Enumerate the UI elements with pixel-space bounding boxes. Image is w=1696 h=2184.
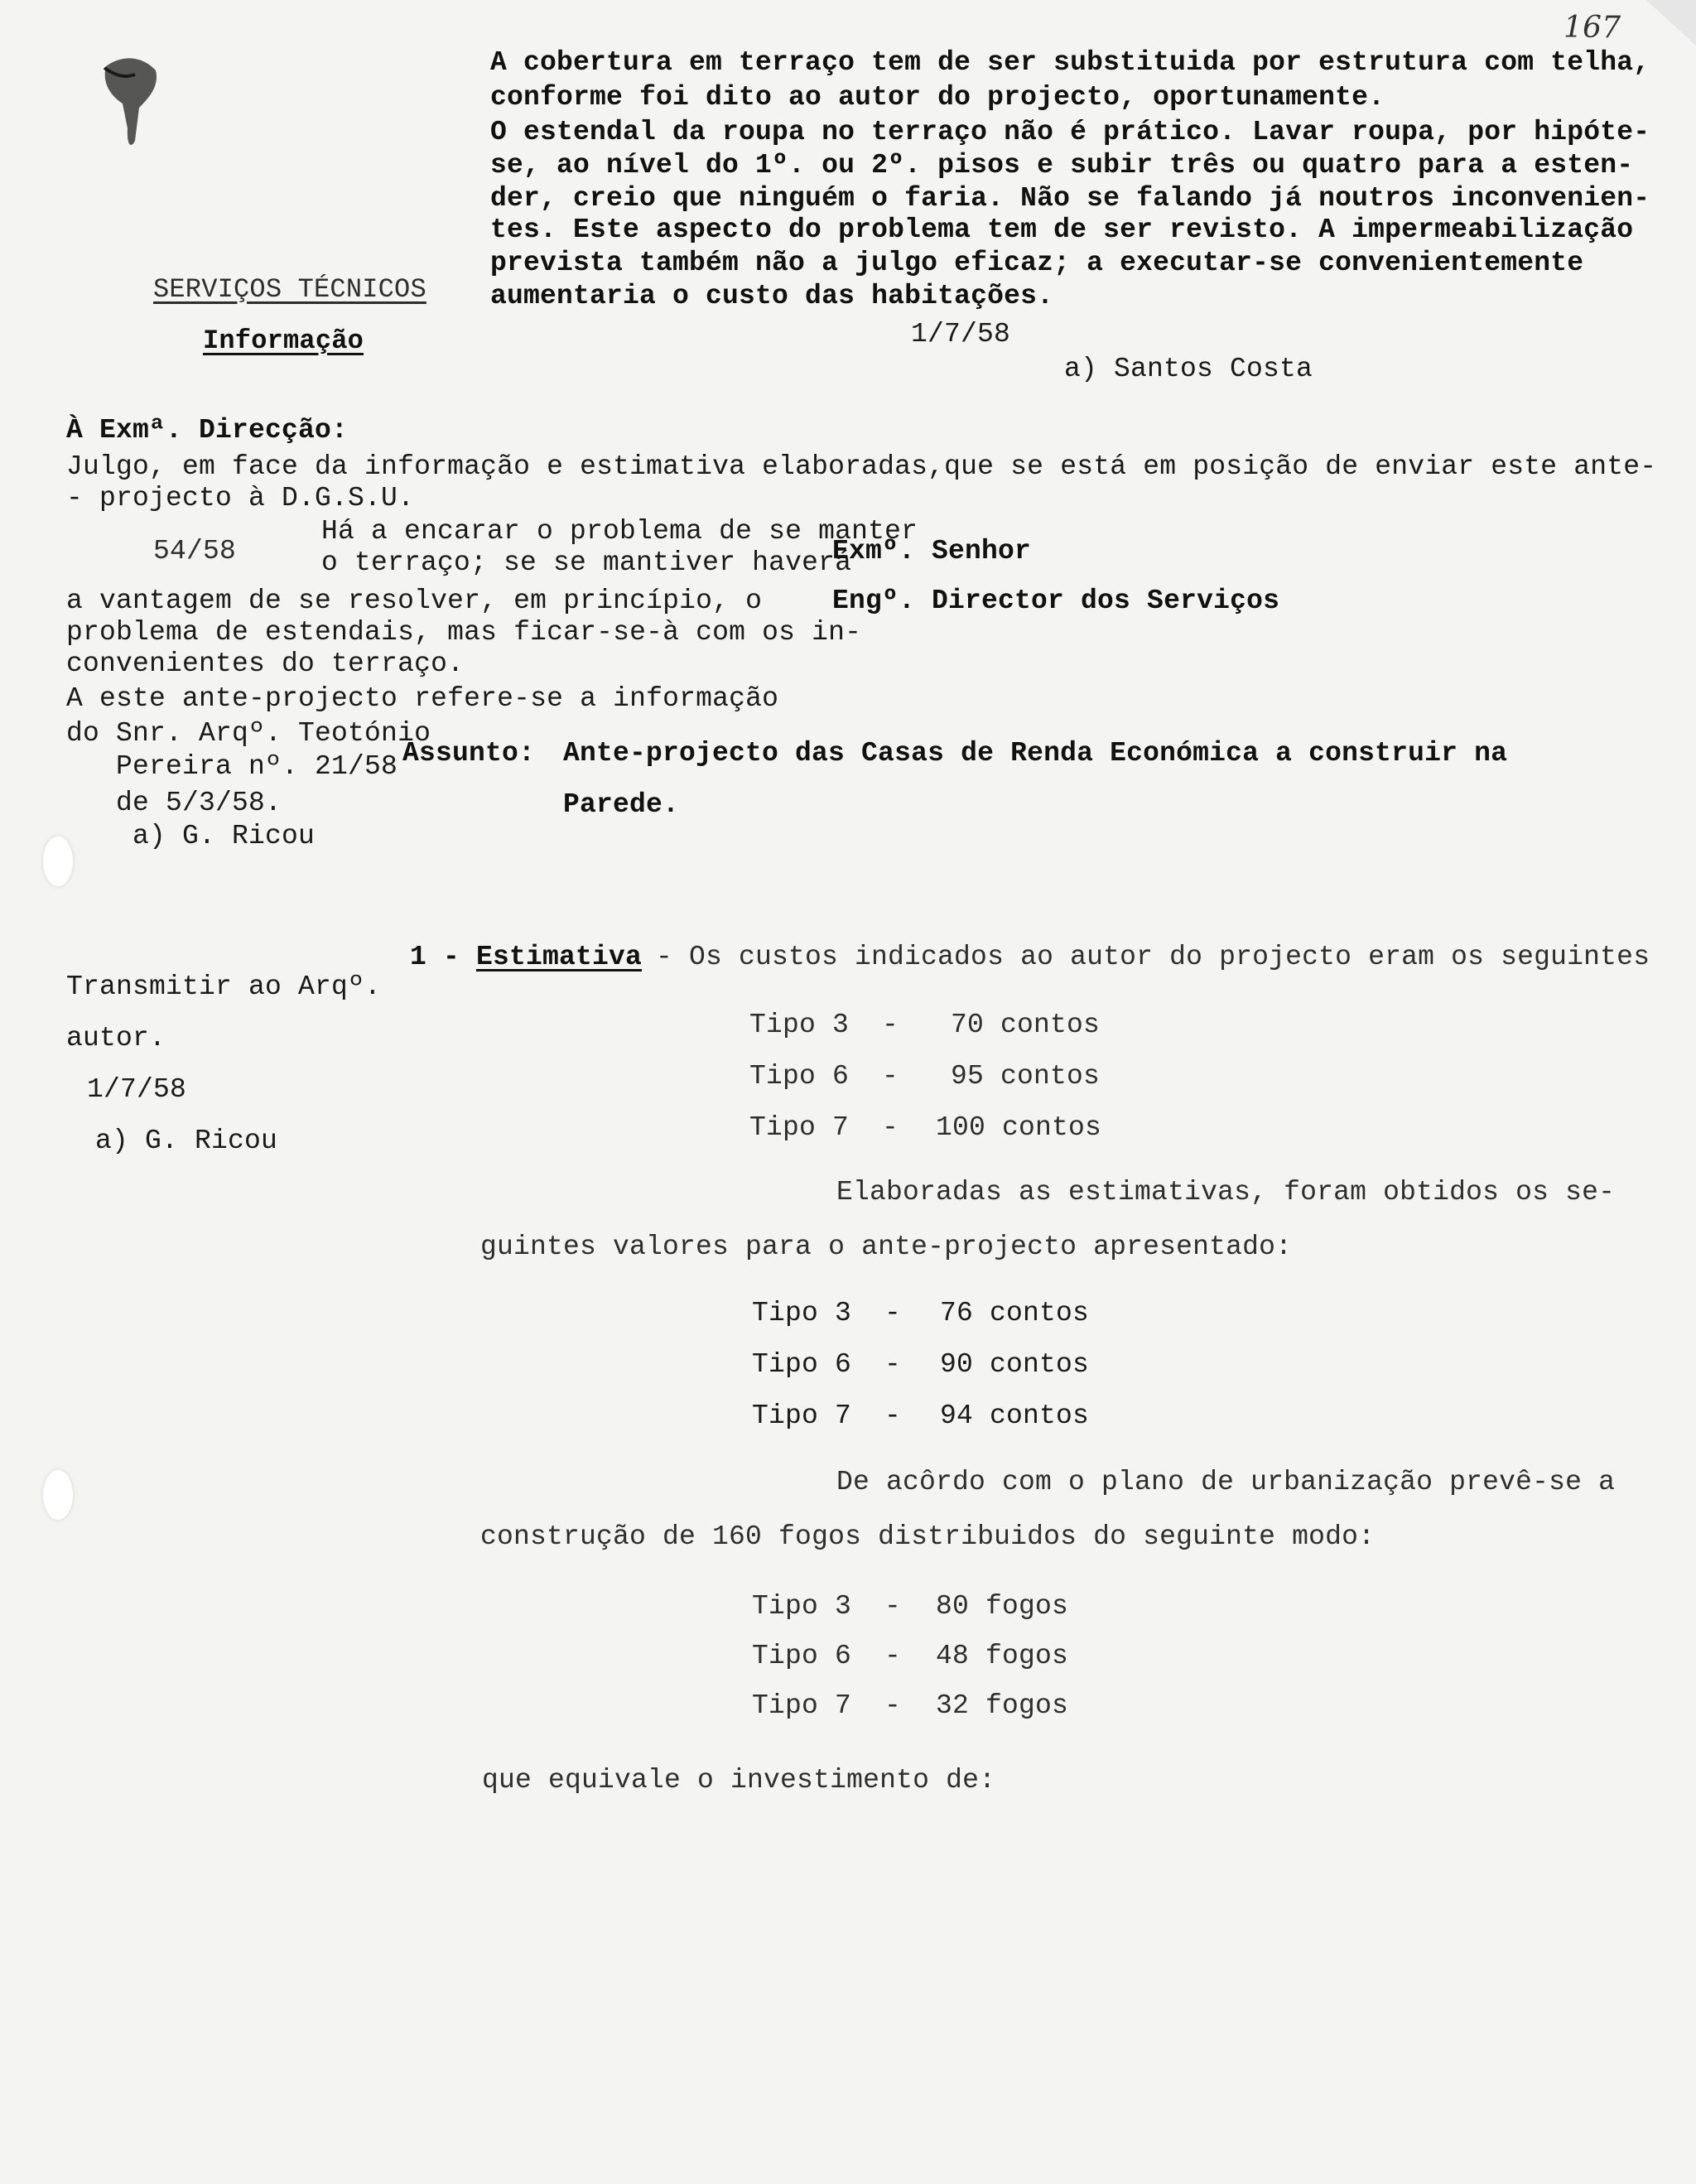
fogos-value: 48 fogos — [936, 1641, 1069, 1671]
side-note-line: Transmitir ao Arqº. — [66, 971, 382, 1002]
direccao-line: Julgo, em face da informação e estimativa elaboradas,que se está em posição de enviar este ante- — [66, 451, 1657, 482]
paragraph-line: prevista também não a julgo eficaz; a executar-se convenientemente — [490, 248, 1584, 278]
closing-line: que equivale o investimento de: — [482, 1765, 996, 1796]
fogos-dash: - — [884, 1591, 902, 1622]
cost-value: 95 contos — [951, 1061, 1101, 1092]
salutation: Exmº. Senhor — [832, 536, 1032, 566]
note-line: de 5/3/58. — [116, 788, 282, 818]
addressee: À Exmª. Direcção: — [66, 415, 349, 446]
assunto-text: Parede. — [563, 789, 680, 820]
estimates-line: Elaboradas as estimativas, foram obtidos os se- — [836, 1177, 1616, 1208]
note-line: a vantagem de se resolver, em princípio, o — [66, 586, 763, 616]
cost-dash: - — [884, 1401, 902, 1431]
note-line: A este ante-projecto refere-se a informação — [66, 683, 779, 714]
section-intro: - Os custos indicados ao autor do projecto eram os seguintes — [656, 942, 1650, 972]
note-line: Pereira nº. 21/58 — [116, 751, 398, 782]
cost-tipo: Tipo 3 — [752, 1298, 852, 1328]
cost-dash: - — [882, 1112, 899, 1143]
cost-tipo: Tipo 7 — [749, 1112, 850, 1143]
estimates-line: guintes valores para o ante-projecto apresentado: — [480, 1232, 1293, 1262]
note-line: do Snr. Arqº. Teotónio — [66, 718, 431, 749]
salutation: Engº. Director dos Serviços — [832, 586, 1280, 616]
department-heading: SERVIÇOS TÉCNICOS — [153, 274, 426, 305]
paragraph-line: A cobertura em terraço tem de ser substituida por estrutura com telha, — [490, 47, 1650, 78]
cost-dash: - — [882, 1010, 899, 1040]
page-number: 167 — [1564, 11, 1621, 45]
side-note-signature: a) G. Ricou — [95, 1126, 278, 1156]
fogos-tipo: Tipo 3 — [752, 1591, 852, 1622]
paragraph-line: tes. Este aspecto do problema tem de ser revisto. A impermeabilização — [490, 215, 1634, 245]
paragraph-line: se, ao nível do 1º. ou 2º. pisos e subir três ou quatro para a esten- — [490, 150, 1634, 181]
fogos-dash: - — [884, 1641, 902, 1671]
fogos-value: 32 fogos — [936, 1690, 1069, 1721]
assunto-label: Assunto: — [402, 738, 536, 769]
ink-smudge-icon — [98, 50, 164, 157]
note-line: o terraço; se se mantiver haverá — [321, 547, 852, 578]
cost-dash: - — [884, 1298, 902, 1328]
cost-value: 94 contos — [940, 1401, 1090, 1431]
document-type-heading: Informação — [203, 325, 364, 356]
note-line: convenientes do terraço. — [66, 648, 465, 679]
punch-hole — [43, 1470, 73, 1520]
paragraph-line: conforme foi dito ao autor do projecto, oportunamente. — [490, 82, 1385, 113]
fogos-value: 80 fogos — [936, 1591, 1069, 1622]
assunto-text: Ante-projecto das Casas de Renda Económica a construir na — [563, 738, 1508, 769]
fogos-tipo: Tipo 7 — [752, 1690, 852, 1721]
plan-line: De acôrdo com o plano de urbanização prevê-se a — [836, 1467, 1616, 1497]
torn-corner-icon — [1638, 0, 1696, 50]
fogos-tipo: Tipo 6 — [752, 1641, 852, 1671]
cost-value: 90 contos — [940, 1349, 1090, 1380]
cost-tipo: Tipo 6 — [752, 1349, 852, 1380]
cost-value: 76 contos — [940, 1298, 1090, 1328]
side-note-line: autor. — [66, 1023, 166, 1053]
section-title: Estimativa — [476, 942, 643, 972]
note-line: problema de estendais, mas ficar-se-à com os in- — [66, 617, 862, 648]
cost-value: 100 contos — [936, 1112, 1102, 1143]
note-signature: a) G. Ricou — [132, 821, 316, 851]
side-note-line: 1/7/58 — [87, 1074, 187, 1105]
cost-value: 70 contos — [951, 1010, 1101, 1040]
punch-hole — [43, 836, 73, 886]
reference-number: 54/58 — [153, 536, 237, 566]
section-number: 1 - — [410, 942, 460, 972]
cost-tipo: Tipo 7 — [752, 1401, 852, 1431]
cost-dash: - — [884, 1349, 902, 1380]
cost-tipo: Tipo 3 — [749, 1010, 850, 1040]
direccao-line: - projecto à D.G.S.U. — [66, 483, 415, 513]
paragraph-line: aumentaria o custo das habitações. — [490, 281, 1054, 311]
fogos-dash: - — [884, 1690, 902, 1721]
note-line: Há a encarar o problema de se manter — [321, 516, 918, 547]
top-date: 1/7/58 — [911, 319, 1011, 350]
plan-line: construção de 160 fogos distribuidos do seguinte modo: — [480, 1521, 1376, 1552]
paragraph-line: O estendal da roupa no terraço não é prático. Lavar roupa, por hipóte- — [490, 117, 1650, 147]
paragraph-line: der, creio que ninguém o faria. Não se falando já noutros inconvenien- — [490, 183, 1650, 214]
top-signature: a) Santos Costa — [1064, 354, 1313, 384]
cost-dash: - — [882, 1061, 899, 1092]
cost-tipo: Tipo 6 — [749, 1061, 850, 1092]
